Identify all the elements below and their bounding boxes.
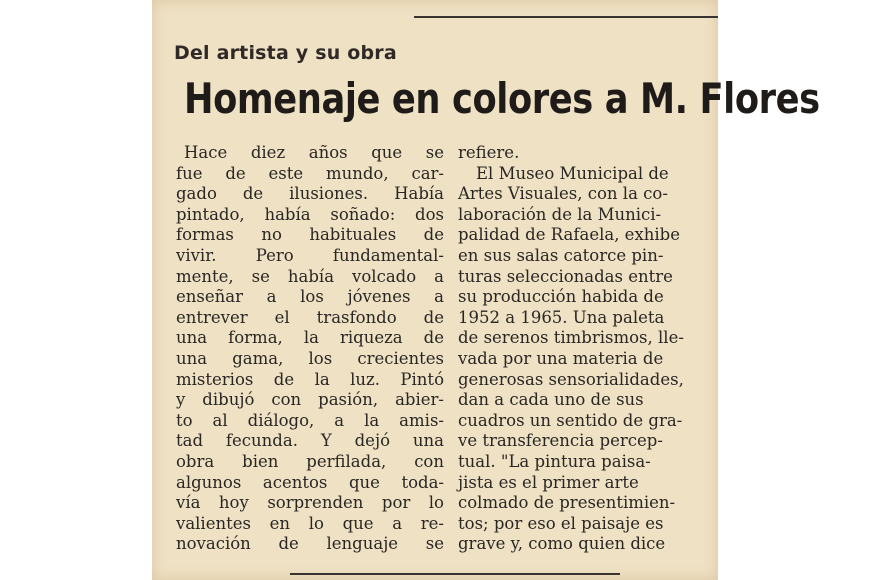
text-line: 1952 a 1965. Una paleta (458, 307, 665, 327)
text-line: vía hoy sorprenden por lo (176, 493, 444, 513)
text-line: una forma, la riqueza de (176, 328, 444, 348)
text-line: refiere. (458, 143, 520, 162)
text-line: generosas sensorialidades, (458, 369, 684, 389)
text-line: tual. "La pintura paisa- (458, 451, 651, 471)
text-line: El Museo Municipal de (476, 163, 669, 183)
text-line: misterios de la luz. Pintó (176, 369, 444, 389)
text-line: una gama, los crecientes (176, 348, 444, 368)
bottom-divider-rule (290, 573, 620, 575)
text-line: fue de este mundo, car- (176, 163, 444, 183)
text-line: vada por una materia de (458, 348, 664, 368)
text-line: to al diálogo, a la amis- (176, 410, 444, 430)
text-line: palidad de Rafaela, exhibe (458, 225, 680, 245)
text-line: ve transferencia percep- (458, 431, 663, 451)
text-line: tos; por eso el paisaje es (458, 513, 664, 533)
text-line: mente, se había volcado a (176, 266, 444, 286)
text-line: Hace diez años que se (184, 143, 444, 162)
text-line: colmado de presentimien- (458, 493, 676, 513)
text-line: formas no habituales de (176, 225, 444, 245)
article-headline: Homenaje en colores a M. Flores (184, 74, 820, 123)
article-kicker: Del artista y su obra (174, 42, 397, 64)
text-line: su producción habida de (458, 287, 664, 307)
article-column-right (458, 143, 758, 555)
text-line: gado de ilusiones. Había (176, 184, 444, 204)
text-line: cuadros un sentido de gra- (458, 410, 683, 430)
text-line: enseñar a los jóvenes a (176, 287, 444, 307)
text-line: en sus salas catorce pin- (458, 245, 664, 265)
text-line: pintado, había soñado: dos (176, 204, 444, 224)
text-line: novación de lenguaje se (176, 534, 444, 554)
text-line: obra bien perfilada, con (176, 451, 444, 471)
text-line: tad fecunda. Y dejó una (176, 431, 444, 451)
text-line: de serenos timbrismos, lle- (458, 328, 684, 348)
article-column-left (176, 143, 444, 555)
text-line: jista es el primer arte (458, 472, 639, 492)
newspaper-clipping (152, 0, 820, 580)
text-line: dan a cada uno de sus (458, 390, 644, 410)
text-line: turas seleccionadas entre (458, 266, 673, 286)
top-divider-rule (414, 16, 718, 18)
text-line: grave y, como quien dice (458, 534, 666, 554)
text-line: y dibujó con pasión, abier- (176, 390, 444, 410)
text-line: valientes en lo que a re- (176, 513, 444, 533)
text-line: algunos acentos que toda- (176, 472, 444, 492)
text-line: Artes Visuales, con la co- (458, 184, 668, 204)
text-line: entrever el trasfondo de (176, 307, 444, 327)
text-line: laboración de la Munici- (458, 204, 662, 224)
text-line: vivir. Pero fundamental- (176, 245, 444, 265)
